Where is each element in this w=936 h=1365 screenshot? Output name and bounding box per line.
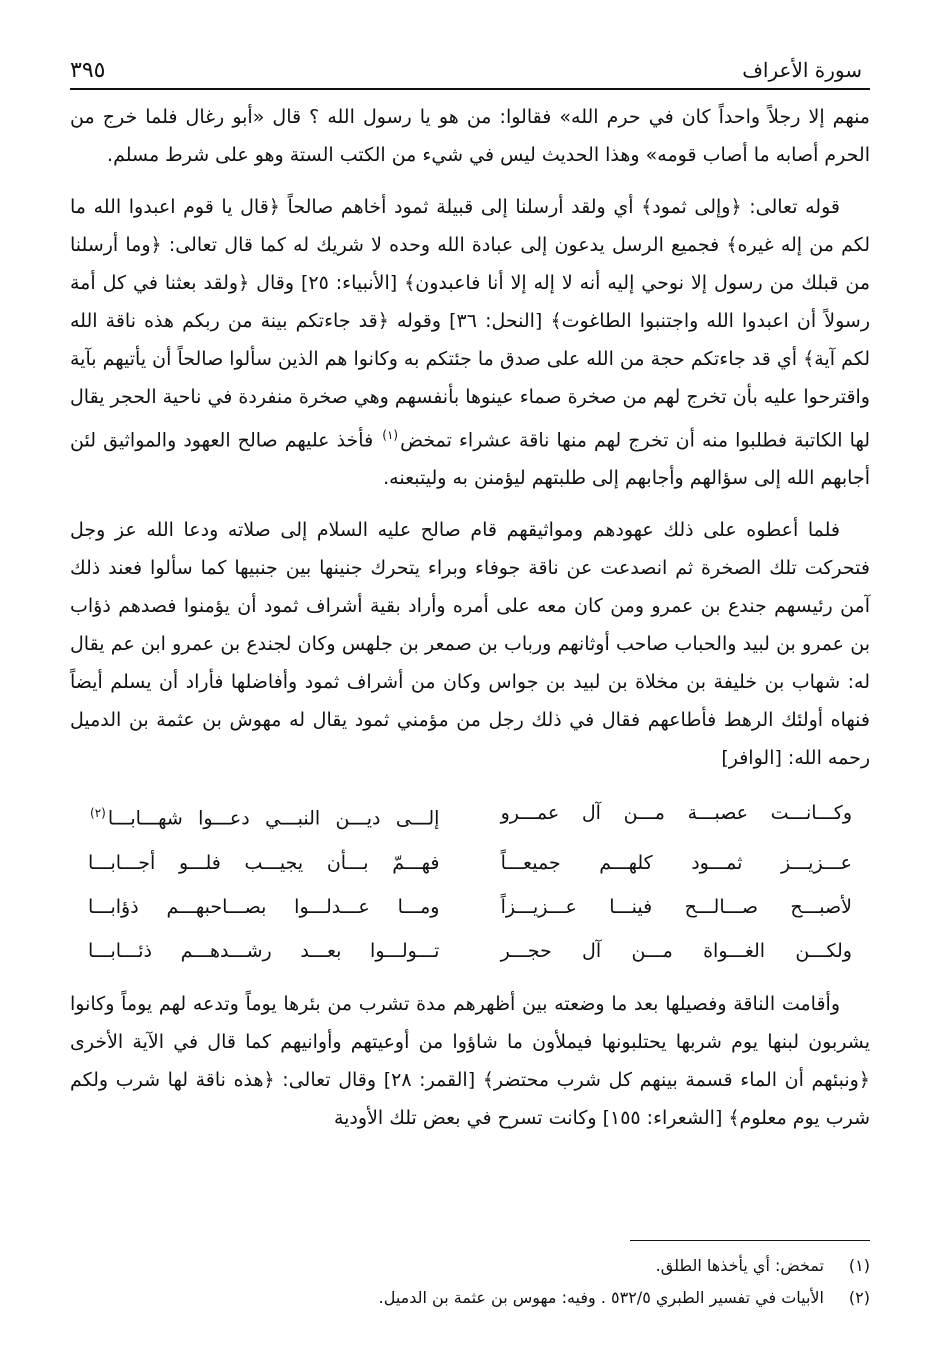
footnotes [70,1250,870,1314]
footnote-divider [630,1240,870,1241]
footnote-ref: (١) [382,428,399,442]
poem-second-hemistich: ومـــا عـــدلـــوا بصـــاحبهـــم ذؤابـــا [88,895,440,918]
footnote [70,1282,870,1314]
poem [70,791,870,972]
paragraph: فلما أعطوه على ذلك عهودهم ومواثيقهم قام صالح عليه السلام إلى صلاته ودعا الله عز وجل فتحركت تلك الصخرة ثم انصدعت عن ناقة جوفاء وبراء يتحرك جنينها بين جنبيها كما سألوا فعند ذلك آمن رئيسهم جندع بن عمرو ومن كان معه على أمره وأراد بقية أشراف ثمود أن يؤمنوا فصدهم ذؤاب بن عمرو بن لبيد والحباب صاحب أوثانهم ورباب بن صمعر بن جلهس وكان لجندع بن عمرو ابن عم يقال له: شهاب بن خليفة بن مخلاة بن لبيد بن جواس وكان من أشراف ثمود وأفاضلها فأراد أن يسلم أيضاً فنهاه أولئك الرهط فأطاعهم فقال في ذلك رجل من مؤمني ثمود يقال له مهوش بن عثمة بن الدميل رحمه الله: [الوافر] [70,519,870,770]
footnote [70,1250,870,1282]
footnote-number: (١) [848,1256,870,1275]
poem-verse [88,929,852,973]
page-header [70,52,870,90]
poem-verse [88,791,852,840]
poem-second-hemistich: فهـــمّ بـــأن يجيـــب فلـــو أجـــابـــا [88,851,440,874]
surah-title: سورة الأعراف [742,58,862,82]
paragraph-text: قوله تعالى: ﴿وإلى ثمود﴾ أي ولقد أرسلنا إلى قبيلة ثمود أخاهم صالحاً ﴿قال يا قوم اعبدوا الله ما لكم من إله غيره﴾ فجميع الرسل يدعون إلى عبادة الله وحده لا شريك له كما قال تعالى: ﴿وما أرسلنا من قبلك من رسول إلا نوحي إليه أنه لا إله إلا أنا فاعبدون﴾ [الأنبياء: ٢٥] وقال ﴿ولقد بعثنا في كل أمة رسولاً أن اعبدوا الله واجتنبوا الطاغوت﴾ [النحل: ٣٦] وقوله ﴿قد جاءتكم بينة من ربكم هذه ناقة الله لكم آية﴾ أي قد جاءتكم حجة من الله على صدق ما جئتكم به وكانوا هم الذين سألوا صالحاً أن يأتيهم بآية واقترحوا عليه بأن تخرج لهم من صخرة صماء عينوها بأنفسهم وهي صخرة منفردة في ناحية الحجر يقال لها الكاتبة فطلبوا منه أن تخرج لهم منها ناقة عشراء تمخض [70,196,870,452]
page-number: ٣٩٥ [70,58,106,83]
page-body [70,98,870,1137]
poem-first-hemistich: ولكـــن الغـــواة مـــن آل حجـــر [500,939,852,962]
poem-second-hemistich: تـــولـــوا بعـــد رشـــدهـــم ذئـــابـــا [88,939,440,962]
book-page [70,52,870,1342]
footnote-text: الأبيات في تفسير الطبري ٥٣٢/٥ . وفيه: مهوس بن عثمة بن الدميل. [378,1288,824,1307]
poem-first-hemistich: لأصبـــح صـــالـــح فينـــا عـــزيـــزاً [500,895,852,918]
footnote-number: (٢) [848,1288,870,1307]
poem-first-hemistich: عـــزيـــز ثمـــود كلهـــم جميعـــاً [500,851,852,874]
poem-verse [88,841,852,885]
paragraph: وأقامت الناقة وفصيلها بعد ما وضعته بين أظهرهم مدة تشرب من بئرها يوماً وتدعه لهم يوماً وكانوا يشربون لبنها يوم شربها يحتلبونها فيملأون ما شاؤوا من أوعيتهم وأوانيهم كما قال في الآية الأخرى ﴿ونبئهم أن الماء قسمة بينهم كل شرب محتضر﴾ [القمر: ٢٨] وقال تعالى: ﴿هذه ناقة لها شرب ولكم شرب يوم معلوم﴾ [الشعراء: ١٥٥] وكانت تسرح في بعض تلك الأودية [70,992,870,1129]
footnote-text: تمخض: أي يأخذها الطلق. [655,1256,824,1275]
paragraph [70,188,870,497]
poem-second-hemistich [88,791,439,840]
footnote-ref: (٢) [90,806,106,821]
paragraph: منهم إلا رجلاً واحداً كان في حرم الله» فقالوا: من هو يا رسول الله ؟ قال «أبو رغال فلما خرج من الحرم أصابه ما أصاب قومه» وهذا الحديث ليس في شيء من الكتب الستة وهو على شرط مسلم. [70,106,870,166]
paragraph-text: فأخذ عليهم صالح العهود والمواثيق لئن أجابهم الله إلى سؤالهم وأجابهم إلى طلبتهم ليؤمنن به وليتبعنه. [70,429,870,490]
poem-verse [88,885,852,929]
poem-second-hemistich-text: إلـــى ديـــن النبـــي دعـــوا شهـــابـــا [107,807,440,830]
poem-first-hemistich: وكـــانـــت عصبـــة مـــن آل عمـــرو [500,802,852,825]
